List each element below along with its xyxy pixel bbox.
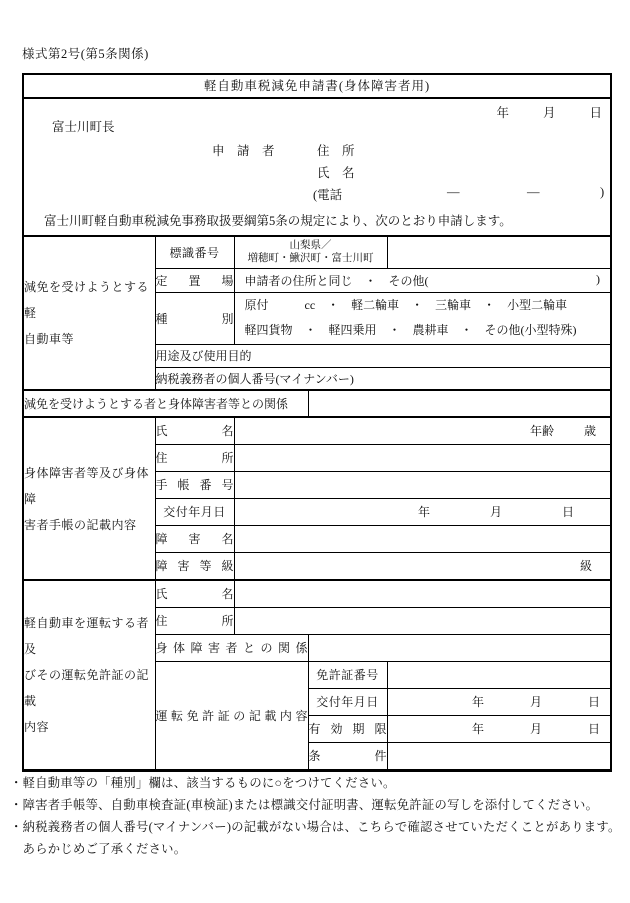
plate-prefecture-line1: 山梨県／	[289, 240, 332, 252]
license-issue-day-label: 日	[587, 695, 600, 709]
application-form	[22, 73, 612, 772]
handbook-number-cell[interactable]	[234, 471, 610, 498]
form-grid	[24, 237, 610, 770]
license-number-cell[interactable]	[387, 661, 610, 688]
license-conditions-label: 条 件	[308, 742, 387, 769]
storage-location-close-paren: )	[596, 271, 600, 286]
handbook-issue-date-cell[interactable]	[234, 498, 610, 525]
license-issue-year-label: 年	[471, 695, 484, 709]
disability-grade-cell[interactable]	[234, 552, 610, 580]
plate-prefecture-cell	[234, 237, 387, 268]
purpose-label: 用途及び使用目的	[155, 349, 252, 363]
form-number: 様式第2号(第5条関係)	[22, 47, 149, 61]
vehicle-section-header-line1: 減免を受けようとする軽	[24, 280, 150, 320]
vehicle-section-header-line2: 自動車等	[24, 332, 75, 346]
driver-section-header-line2: びその運転免許証の記載	[24, 667, 150, 708]
handbook-issue-date-label: 交付年月日	[155, 498, 234, 525]
note-attachments: ・障害者手帳等、自動車検査証(車検証)または標識交付証明書、運転免許証の写しを添付してください。	[10, 798, 599, 812]
disabled-address-cell[interactable]	[234, 444, 610, 471]
license-issue-date-label: 交付年月日	[308, 688, 387, 715]
storage-location-label: 定 置 場	[155, 268, 234, 292]
row-plate-number	[24, 237, 610, 268]
relation-input-cell[interactable]	[308, 390, 610, 417]
disabled-section-header-line2: 害者手帳の記載内容	[24, 517, 137, 532]
age-label: 年齢	[529, 424, 554, 439]
row-relation	[24, 390, 610, 417]
vehicle-type-options-line1: 原付 cc ・ 軽二輪車 ・ 三輪車 ・ 小型二輪車	[244, 298, 568, 312]
note-my-number-check: ・納税義務者の個人番号(マイナンバー)の記載がない場合は、こちらで確認させていただくことがあります。	[10, 820, 621, 834]
vehicle-type-label: 種 別	[155, 292, 234, 344]
vehicle-section-header	[24, 237, 155, 390]
phone-dash-1: ―	[447, 185, 460, 199]
phone-close-paren: )	[600, 185, 605, 199]
driver-name-label: 氏 名	[155, 580, 234, 607]
disability-name-cell[interactable]	[234, 525, 610, 552]
driver-name-cell[interactable]	[234, 580, 610, 607]
phone-dash-2: ―	[527, 185, 540, 199]
storage-location-options: 申請者の住所と同じ ・ その他(	[244, 273, 429, 288]
disabled-section-header	[24, 417, 155, 580]
license-expiry-cell[interactable]	[387, 715, 610, 742]
driver-section-header-line3: 内容	[24, 719, 50, 734]
driver-relation-label: 身 体 障 害 者 と の 関 係	[155, 634, 308, 661]
addressee-mayor: 富士川町長	[52, 120, 115, 134]
form-header-block	[24, 99, 610, 237]
applicant-name-label: 氏 名	[317, 166, 355, 180]
license-expiry-label: 有 効 期 限	[308, 715, 387, 742]
age-unit-label: 歳	[583, 424, 596, 439]
phone-label: (電話	[313, 188, 343, 202]
relation-label: 減免を受けようとする者と身体障害者等との関係	[24, 390, 308, 417]
issue-day-label: 日	[561, 505, 574, 519]
driver-relation-cell[interactable]	[308, 634, 610, 661]
my-number-label: 納税義務者の個人番号(マイナンバー)	[155, 371, 354, 386]
disabled-name-label: 氏 名	[155, 417, 234, 444]
license-details-header: 運 転 免 許 証 の 記 載 内 容	[155, 661, 308, 769]
grade-unit-label: 級	[579, 559, 592, 574]
plate-number-input-cell[interactable]	[387, 237, 610, 268]
driver-section-header-line1: 軽自動車を運転する者及	[24, 615, 150, 656]
my-number-cell[interactable]	[155, 367, 610, 390]
vehicle-type-options-line2: 軽四貨物 ・ 軽四乗用 ・ 農耕車 ・ その他(小型特殊)	[244, 323, 577, 337]
driver-address-cell[interactable]	[234, 607, 610, 634]
plate-number-label: 標識番号	[155, 237, 234, 268]
driver-section-header	[24, 580, 155, 769]
row-driver-name	[24, 580, 610, 607]
license-number-label: 免許証番号	[308, 661, 387, 688]
license-issue-date-cell[interactable]	[387, 688, 610, 715]
plate-prefecture-line2: 増穂町・鰍沢町・富士川町	[247, 253, 374, 265]
applicant-address-label: 住 所	[317, 144, 355, 158]
date-month-label: 月	[542, 106, 556, 120]
form-title: 軽自動車税減免申請書(身体障害者用)	[24, 75, 610, 99]
license-expiry-year-label: 年	[471, 722, 484, 736]
purpose-cell[interactable]	[155, 344, 610, 367]
disabled-address-label: 住 所	[155, 444, 234, 471]
license-issue-month-label: 月	[529, 695, 542, 709]
declaration-text: 富士川町軽自動車税減免事務取扱要綱第5条の規定により、次のとおり申請します。	[44, 214, 512, 228]
issue-month-label: 月	[489, 505, 502, 519]
note-type-circle: ・軽自動車等の「種別」欄は、該当するものに○をつけてください。	[10, 776, 396, 790]
storage-location-cell[interactable]	[234, 268, 610, 292]
handbook-number-label: 手 帳 番 号	[155, 471, 234, 498]
footer-notes	[10, 772, 621, 860]
license-conditions-cell[interactable]	[387, 742, 610, 769]
disability-name-label: 障 害 名	[155, 525, 234, 552]
driver-address-label: 住 所	[155, 607, 234, 634]
vehicle-type-cell[interactable]	[234, 292, 610, 344]
disability-grade-label: 障 害 等 級	[155, 552, 234, 580]
date-day-label: 日	[589, 106, 602, 120]
row-disabled-name	[24, 417, 610, 444]
applicant-label: 申 請 者	[212, 144, 275, 158]
license-expiry-month-label: 月	[529, 722, 542, 736]
disabled-section-header-line1: 身体障害者等及び身体障	[24, 465, 150, 506]
note-my-number-check-cont: あらかじめご了承ください。	[10, 842, 187, 856]
license-expiry-day-label: 日	[587, 722, 600, 736]
issue-year-label: 年	[417, 505, 430, 519]
disabled-name-cell[interactable]	[234, 417, 610, 444]
date-year-label: 年	[496, 106, 509, 120]
